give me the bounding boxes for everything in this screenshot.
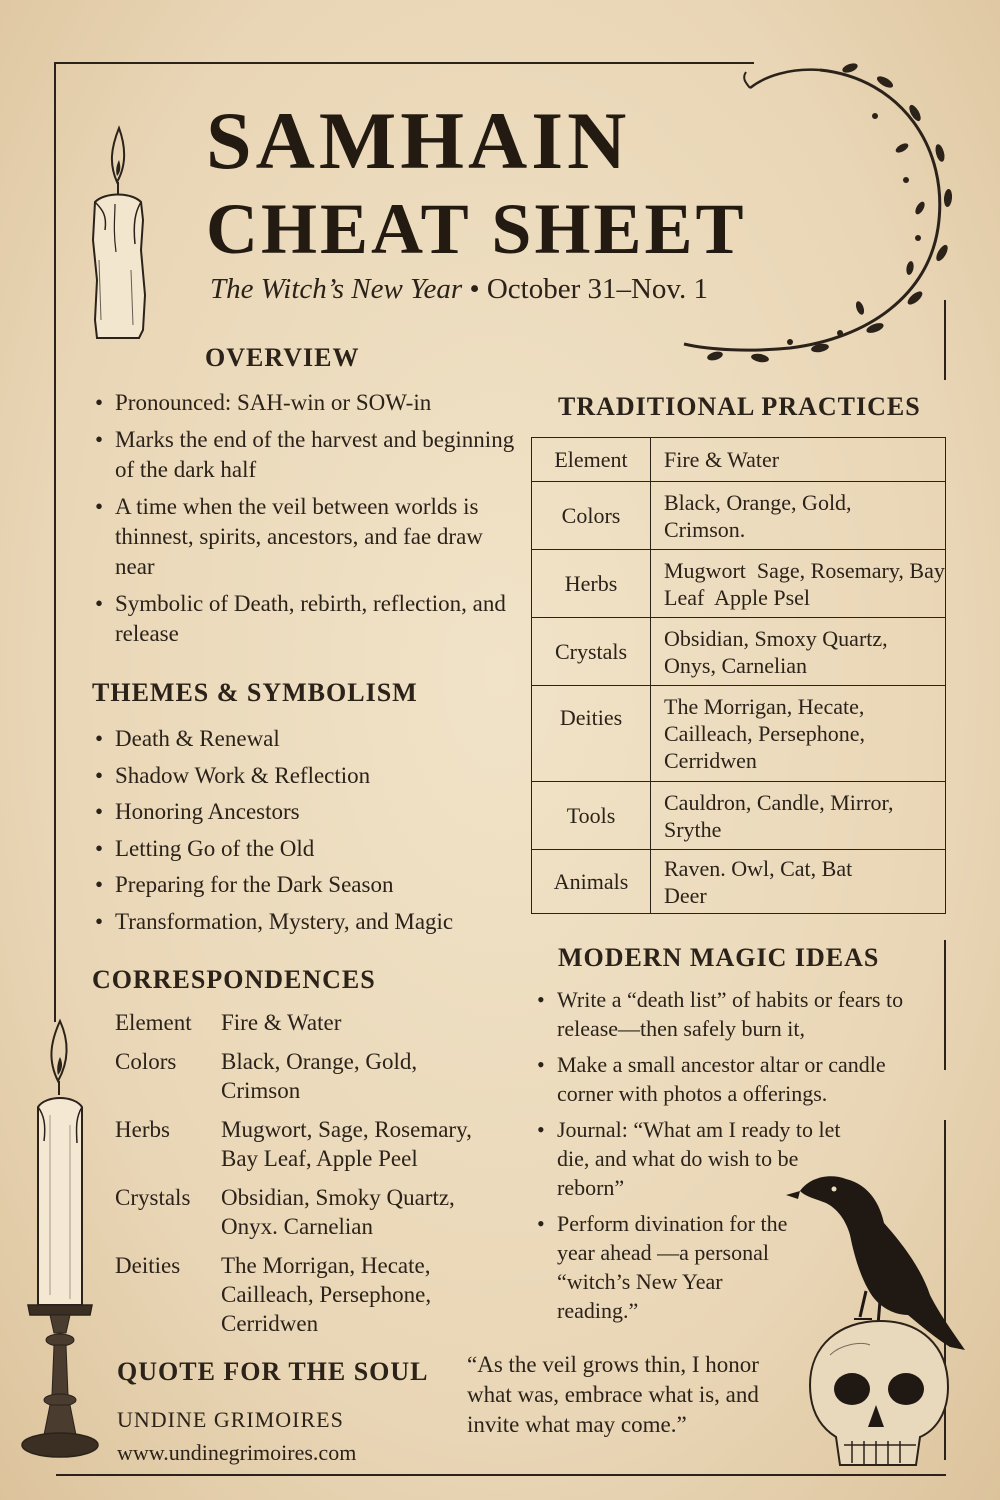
practices-heading: TRADITIONAL PRACTICES bbox=[558, 392, 921, 421]
correspondence-row bbox=[115, 1047, 521, 1105]
table-row bbox=[532, 850, 946, 914]
correspondence-value: Black, Orange, Gold, Crimson bbox=[221, 1049, 418, 1103]
correspondence-row bbox=[115, 1251, 521, 1338]
subtitle-italic: The Witch’s New Year bbox=[210, 273, 463, 305]
table-row bbox=[532, 686, 946, 782]
correspondence-value: Fire & Water bbox=[221, 1010, 342, 1035]
correspondence-value: Obsidian, Smoky Quartz, Onyx. Carnelian bbox=[221, 1185, 455, 1239]
list-item: • A time when the veil between worlds is thinnest, spirits, ancestors, and fae draw near bbox=[93, 492, 518, 582]
list-item: • Letting Go of the Old bbox=[93, 831, 523, 868]
subtitle bbox=[210, 274, 708, 306]
brand-url-link[interactable]: www.undinegrimoires.com bbox=[117, 1440, 357, 1465]
correspondence-key: Element bbox=[115, 1010, 192, 1035]
correspondence-value: Mugwort, Sage, Rosemary, Bay Leaf, Apple Peel bbox=[221, 1117, 472, 1171]
list-item: • Journal: “What am I ready to let die, and what do wish to be reborn” bbox=[535, 1115, 857, 1202]
table-value: Obsidian, Smoxy Quartz, Onys, Carnelian bbox=[651, 618, 946, 686]
table-value: Cauldron, Candle, Mirror, Srythe bbox=[651, 782, 946, 850]
overview-heading: OVERVIEW bbox=[205, 343, 360, 372]
list-item: • Perform divination for the year ahead —a personal “witch’s New Year reading.” bbox=[535, 1209, 797, 1325]
list-item: • Death & Renewal bbox=[93, 721, 523, 758]
table-row bbox=[532, 482, 946, 550]
table-value: The Morrigan, Hecate, Cailleach, Persephone, Cerridwen bbox=[651, 686, 946, 782]
table-key: Crystals bbox=[532, 618, 651, 686]
list-item: • Pronounced: SAH-win or SOW-in bbox=[93, 388, 518, 418]
list-item: • Honoring Ancestors bbox=[93, 794, 523, 831]
correspondences-list bbox=[115, 1008, 521, 1348]
list-item: • Write a “death list” of habits or fears to release—then safely burn it, bbox=[535, 985, 940, 1043]
frame-top-line bbox=[54, 62, 754, 64]
themes-list bbox=[93, 721, 523, 940]
quote-text: “As the veil grows thin, I honor what was, embrace what is, and invite what may come.” bbox=[467, 1352, 759, 1437]
quote-heading: QUOTE FOR THE SOUL bbox=[117, 1357, 429, 1386]
list-item: • Transformation, Mystery, and Magic bbox=[93, 904, 523, 941]
table-key: Colors bbox=[532, 482, 651, 550]
frame-right-line-lower bbox=[944, 940, 946, 1070]
table-value: Fire & Water bbox=[651, 438, 946, 482]
table-value: Black, Orange, Gold, Crimson. bbox=[651, 482, 946, 550]
candle-top-icon bbox=[85, 120, 155, 350]
list-item: • Make a small ancestor altar or candle corner with photos a offerings. bbox=[535, 1050, 940, 1108]
table-key: Animals bbox=[532, 850, 651, 914]
correspondence-key: Deities bbox=[115, 1253, 181, 1278]
correspondence-key: Herbs bbox=[115, 1117, 170, 1142]
correspondence-key: Colors bbox=[115, 1049, 177, 1074]
correspondence-key: Crystals bbox=[115, 1185, 191, 1210]
table-row bbox=[532, 438, 946, 482]
brand-name: UNDINE GRIMOIRES bbox=[117, 1407, 344, 1432]
page-title-line2: CHEAT SHEET bbox=[206, 189, 747, 269]
table-row bbox=[532, 618, 946, 686]
table-value: Mugwort Sage, Rosemary, Bay Leaf Apple Psel bbox=[651, 550, 946, 618]
correspondence-row bbox=[115, 1115, 521, 1173]
correspondence-value: The Morrigan, Hecate, Cailleach, Persephone, Cerridwen bbox=[221, 1253, 432, 1336]
practices-table bbox=[531, 437, 951, 914]
correspondence-row bbox=[115, 1008, 521, 1037]
modern-heading: MODERN MAGIC IDEAS bbox=[558, 943, 880, 972]
page-title: SAMHAIN bbox=[206, 95, 631, 186]
subtitle-date: October 31–Nov. 1 bbox=[486, 273, 709, 305]
table-key: Element bbox=[532, 438, 651, 482]
table-key: Herbs bbox=[532, 550, 651, 618]
list-item: • Shadow Work & Reflection bbox=[93, 758, 523, 795]
subtitle-separator: • bbox=[462, 273, 487, 305]
list-item: • Marks the end of the harvest and beginning of the dark half bbox=[93, 425, 518, 485]
table-row bbox=[532, 550, 946, 618]
list-item: • Symbolic of Death, rebirth, reflection, and release bbox=[93, 589, 518, 649]
table-key: Tools bbox=[532, 782, 651, 850]
list-item: • Preparing for the Dark Season bbox=[93, 867, 523, 904]
frame-left-line bbox=[54, 62, 56, 1022]
table-row bbox=[532, 782, 946, 850]
correspondences-heading: CORRESPONDENCES bbox=[92, 965, 376, 994]
overview-list bbox=[93, 388, 518, 649]
candle-holder-icon bbox=[20, 1015, 110, 1475]
correspondence-row bbox=[115, 1183, 521, 1241]
themes-heading: THEMES & SYMBOLISM bbox=[92, 678, 418, 707]
table-value: Raven. Owl, Cat, Bat Deer bbox=[651, 850, 946, 914]
table-key: Deities bbox=[532, 686, 651, 782]
raven-skull-icon bbox=[780, 1165, 970, 1475]
